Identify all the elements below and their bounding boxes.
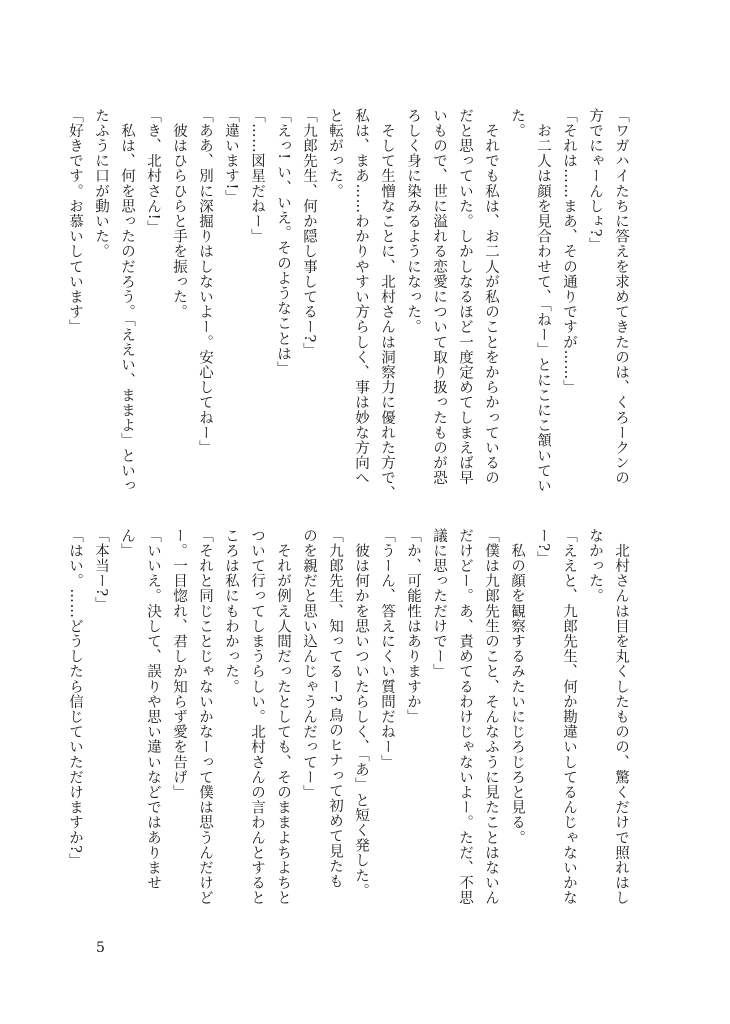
text-line: 私の顔を観察するみたいにじろじろと見る。 (509, 528, 525, 846)
text-line: 議に思っただけでー」 (431, 528, 447, 679)
text-line: それが例え人間だったとしても、そのままよちよちと (275, 528, 291, 906)
text-line: た。 (509, 108, 525, 139)
text-line: ー?」 (535, 528, 551, 567)
text-line: 「それと同じことじゃないかなーって僕は思うんだけど (197, 528, 213, 906)
text-line: 「……図星だねー」 (249, 108, 265, 244)
text-line: 「えっ! い、いえ。そのようなことは」 (275, 108, 291, 377)
page-number: 5 (96, 940, 105, 956)
text-line: ん」 (119, 528, 135, 559)
text-line: ころは私にもわかった。 (223, 528, 239, 695)
text-line: 「それは……まあ、その通りですが……」 (561, 108, 577, 395)
upper-text-block (67, 108, 634, 508)
text-line: いもので、世に溢れる恋愛について取り扱ったものが恐 (431, 108, 447, 486)
text-line: たふうに口が動いた。 (93, 108, 109, 259)
text-line: 「九郎先生、何か隠し事してるー?」 (301, 108, 317, 358)
text-line: だと思っていた。しかしなるほど一度定めてしまえば早 (457, 108, 473, 486)
text-line: ろしく身に染みるようになった。 (405, 108, 421, 335)
text-line: 私は、何を思ったのだろう。「ええい、ままよ」といっ (119, 108, 135, 494)
text-line: ついて行ってしまうらしい。北村さんの言わんとすると (249, 528, 265, 906)
text-line: それでも私は、お二人が私のことをからかっているの (483, 108, 499, 486)
text-line: と転がった。 (327, 108, 343, 199)
text-line: お二人は顔を見合わせて、「ねー」とにこにこ頷いてい (535, 108, 551, 494)
text-line: 「違います!」 (223, 108, 239, 206)
lower-text-block (67, 528, 634, 928)
text-line: のを親だと思い込んじゃうんだってー」 (301, 528, 317, 800)
text-line: 「好きです。お慕いしています」 (67, 108, 83, 335)
text-line: 「ワガハイたちに答えを求めてきたのは、くろークンの (613, 108, 629, 486)
text-line: そして生憎なことに、北村さんは洞察力に優れた方で、 (379, 108, 395, 501)
text-line: 「か、可能性はありますか」 (405, 528, 421, 725)
text-line: 「本当ー?」 (93, 528, 109, 612)
text-line: ー。一目惚れ、君しか知らず愛を告げ」 (171, 528, 187, 800)
text-line: 北村さんは目を丸くしたものの、驚くだけで照れはし (613, 528, 629, 906)
text-line: 彼は何かを思いついたらしく、「あ」と短く発した。 (353, 528, 369, 899)
text-line: 「九郎先生、知ってるー? 鳥のヒナって初めて見たも (327, 528, 343, 889)
text-line: 「はい。……どうしたら信じていただけますか?」 (67, 528, 83, 869)
text-line: 「いいえ。決して、誤りや思い違いなどではありませ (145, 528, 161, 891)
text-line: だけどー。あ、責めてるわけじゃないよー。ただ、不思 (457, 528, 473, 906)
text-line: 「ええと、九郎先生、何か勘違いしてるんじゃないかな (561, 528, 577, 906)
text-line: なかった。 (587, 528, 603, 604)
text-line: 「僕は九郎先生のこと、そんなふうに見たことはないん (483, 528, 499, 906)
text-line: 「ああ、別に深掘りはしないよー。安心してねー」 (197, 108, 213, 456)
text-line: 方でにゃーんしょ?」 (587, 108, 603, 253)
text-line: 彼はひらひらと手を振った。 (171, 108, 187, 320)
text-line: 私は、まあ……わかりやすい方らしく、事は妙な方向へ (353, 108, 369, 486)
text-line: 「うーん、答えにくい質問だねー」 (379, 528, 395, 770)
text-line: 「き、北村さん!」 (145, 108, 161, 236)
